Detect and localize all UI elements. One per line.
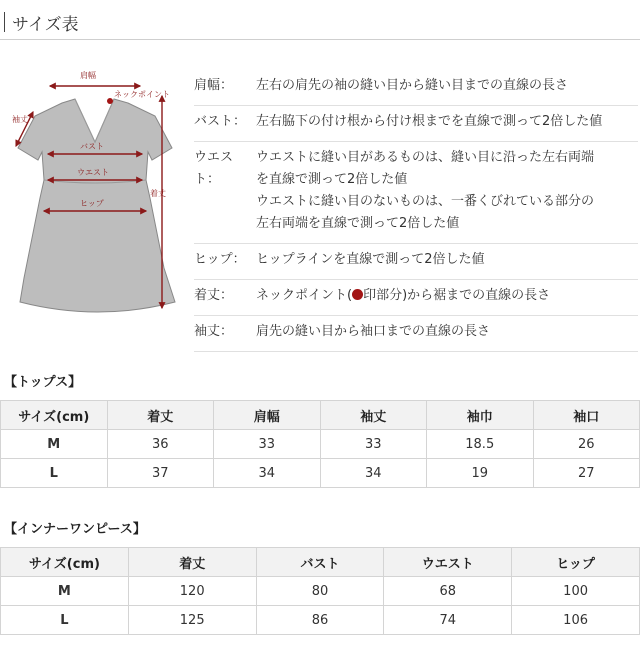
definition-text: [256, 285, 638, 307]
measurement-definitions: [194, 70, 638, 352]
table-cell: 27: [533, 459, 640, 488]
table-header-cell: バスト: [256, 548, 384, 577]
definition-term: バスト：: [194, 114, 247, 129]
table-cell: 36: [107, 430, 214, 459]
definition-line: ウエストに縫い目のないものは、一番くびれている部分の: [256, 194, 595, 209]
tops-section-title: 【トップス】: [4, 375, 82, 390]
neck-point-label: ネックポイント: [114, 90, 170, 99]
table-cell: 80: [256, 577, 384, 606]
table-cell-size: M: [1, 577, 129, 606]
table-cell: 120: [128, 577, 256, 606]
definition-sleeve: [194, 316, 638, 352]
bust-label: バスト: [80, 142, 104, 151]
table-header-cell: ウエスト: [384, 548, 512, 577]
table-cell: 26: [533, 430, 640, 459]
definition-length: [194, 280, 638, 316]
sleeve-label: 袖丈: [12, 115, 28, 124]
length-label: 着丈: [150, 189, 166, 198]
onepiece-section-title: 【インナーワンピース】: [4, 522, 146, 537]
dress-illustration: [0, 56, 190, 326]
table-cell: 86: [256, 606, 384, 635]
table-header-cell: ヒップ: [512, 548, 640, 577]
definition-line: ヒップラインを直線で測って2倍した値: [256, 252, 485, 267]
table-header-cell: サイズ(cm): [1, 401, 108, 430]
definition-term: ヒップ：: [194, 252, 246, 267]
table-row: [1, 606, 640, 635]
table-row: [1, 459, 640, 488]
definition-line: 左右両端を直線で測って2倍した値: [256, 216, 460, 231]
table-cell: 106: [512, 606, 640, 635]
table-header-row: [1, 401, 640, 430]
definition-line: 左右脇下の付け根から付け根までを直線で測って2倍した値: [256, 114, 603, 129]
definition-text: [256, 147, 638, 235]
definition-term: ウエスト：: [194, 150, 234, 187]
table-cell: 125: [128, 606, 256, 635]
definition-shoulder: [194, 70, 638, 106]
definition-text: [256, 75, 638, 97]
definition-line: ウエストに縫い目があるものは、縫い目に沿った左右両端: [256, 150, 595, 165]
definition-hip: [194, 244, 638, 280]
hip-label: ヒップ: [80, 199, 104, 208]
definition-term: 袖丈：: [194, 324, 234, 339]
table-header-row: [1, 548, 640, 577]
definition-line: 肩先の縫い目から袖口までの直線の長さ: [256, 324, 491, 339]
definition-term: 着丈：: [194, 288, 234, 303]
neck-point-dot-icon: [352, 289, 363, 300]
table-header-cell: 袖丈: [320, 401, 427, 430]
definition-line: 左右の肩先の袖の縫い目から縫い目までの直線の長さ: [256, 78, 569, 93]
title-bar-accent: [4, 12, 5, 32]
table-cell: 33: [320, 430, 427, 459]
table-cell: 74: [384, 606, 512, 635]
definition-waist: [194, 142, 638, 244]
definition-text-before-dot: ネックポイント(: [256, 288, 353, 303]
table-cell: 34: [320, 459, 427, 488]
definition-text: [256, 111, 638, 133]
table-header-cell: 袖口: [533, 401, 640, 430]
table-row: [1, 577, 640, 606]
tops-size-table: [0, 400, 640, 488]
definition-term: 肩幅：: [194, 78, 234, 93]
table-cell: 34: [214, 459, 321, 488]
dress-measurement-diagram: [0, 56, 190, 326]
header: [0, 0, 640, 40]
table-cell: 68: [384, 577, 512, 606]
table-cell-size: L: [1, 459, 108, 488]
definition-line: を直線で測って2倍した値: [256, 172, 408, 187]
shoulder-label: 肩幅: [80, 71, 96, 80]
table-cell-size: L: [1, 606, 129, 635]
neck-point-marker: [107, 98, 113, 104]
table-cell: 33: [214, 430, 321, 459]
page-title: サイズ表: [12, 15, 79, 35]
table-header-cell: 肩幅: [214, 401, 321, 430]
table-header-cell: 着丈: [128, 548, 256, 577]
definition-text: [256, 321, 638, 343]
table-cell: 100: [512, 577, 640, 606]
table-cell-size: M: [1, 430, 108, 459]
table-row: [1, 430, 640, 459]
table-header-cell: 着丈: [107, 401, 214, 430]
onepiece-size-table: [0, 547, 640, 635]
table-header-cell: 袖巾: [427, 401, 534, 430]
waist-label: ウエスト: [77, 168, 109, 177]
definition-text-after-dot: 印部分)から裾までの直線の長さ: [363, 288, 551, 303]
definition-bust: [194, 106, 638, 142]
table-cell: 18.5: [427, 430, 534, 459]
definition-line: [256, 285, 638, 307]
table-header-cell: サイズ(cm): [1, 548, 129, 577]
definition-text: [256, 249, 638, 271]
table-cell: 37: [107, 459, 214, 488]
table-cell: 19: [427, 459, 534, 488]
